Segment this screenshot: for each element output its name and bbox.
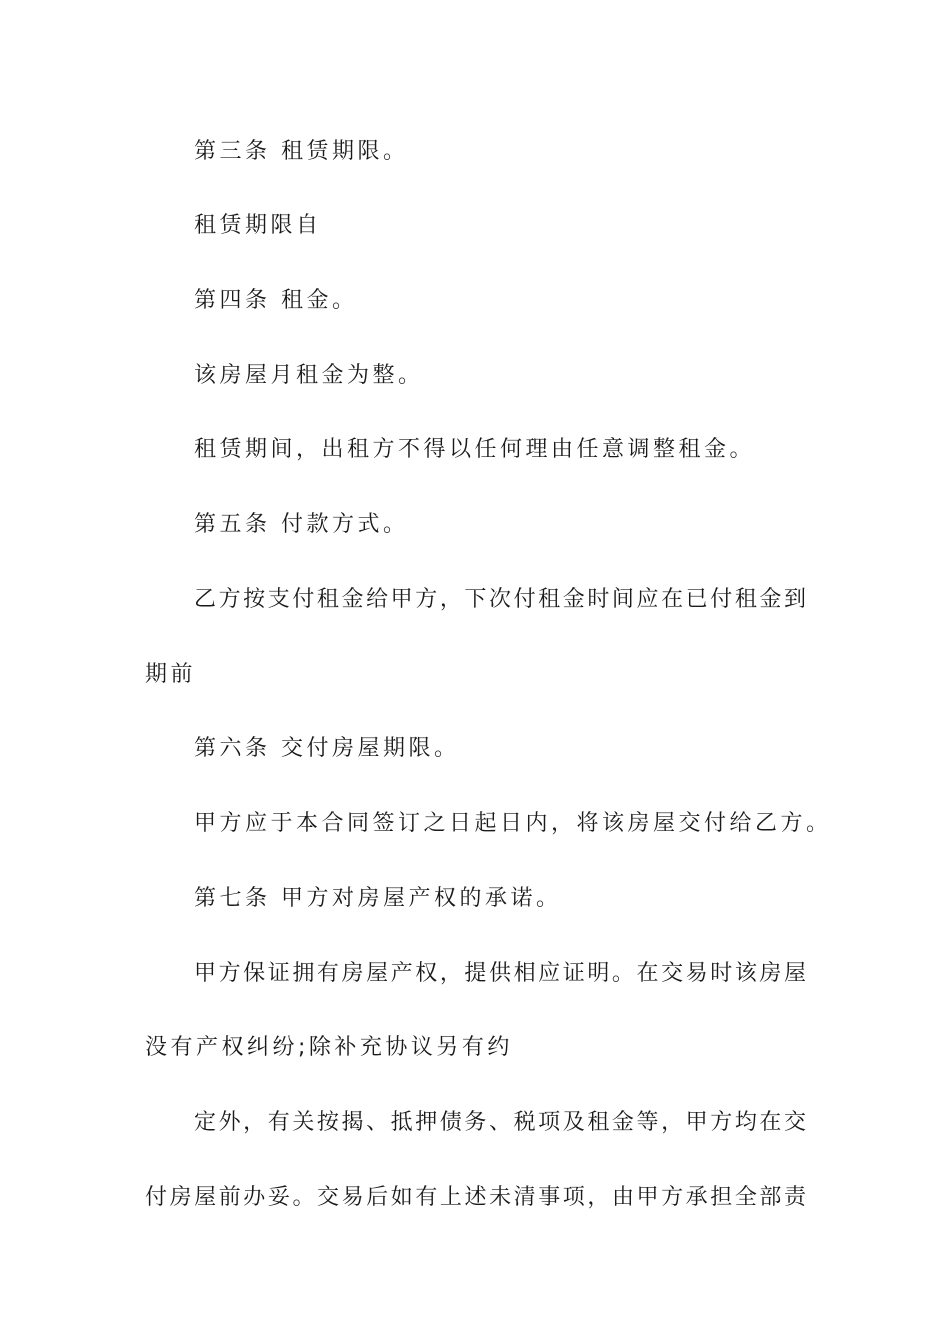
- article-5-heading: 第五条 付款方式。: [194, 512, 409, 537]
- ownership-text-line-2: 没有产权纠纷;除补充协议另有约: [145, 1035, 513, 1060]
- article-6-heading: 第六条 交付房屋期限。: [194, 736, 460, 761]
- ownership-text-line-3: 定外，有关按揭、抵押债务、税项及租金等，甲方均在交: [194, 1110, 806, 1135]
- article-4-heading: 第四条 租金。: [194, 288, 358, 313]
- monthly-rent-text: 该房屋月租金为整。: [194, 363, 424, 388]
- rent-adjustment-text: 租赁期间，出租方不得以任何理由任意调整租金。: [194, 437, 756, 462]
- delivery-term-text: 甲方应于本合同签订之日起日内，将该房屋交付给乙方。: [194, 811, 832, 836]
- article-3-heading: 第三条 租赁期限。: [194, 139, 409, 164]
- article-7-heading: 第七条 甲方对房屋产权的承诺。: [194, 886, 562, 911]
- lease-term-text: 租赁期限自: [194, 213, 322, 238]
- ownership-text-line-4: 付房屋前办妥。交易后如有上述未清事项，由甲方承担全部责: [145, 1185, 806, 1210]
- payment-text-line-1: 乙方按支付租金给甲方，下次付租金时间应在已付租金到: [194, 587, 806, 612]
- ownership-text-line-1: 甲方保证拥有房屋产权，提供相应证明。在交易时该房屋: [194, 961, 806, 986]
- payment-text-line-2: 期前: [145, 662, 197, 687]
